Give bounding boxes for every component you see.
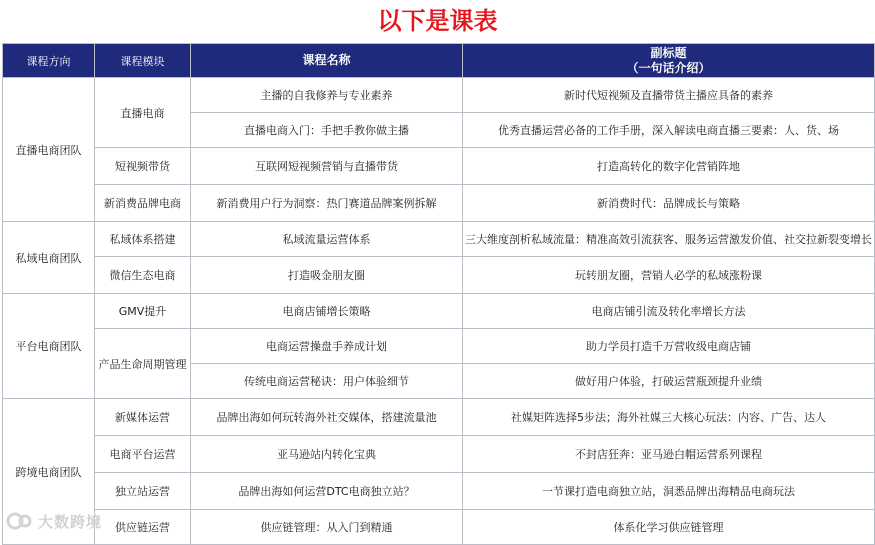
table-row bbox=[3, 399, 875, 436]
subtitle-cell: 打造高转化的数字化营销阵地 bbox=[463, 148, 875, 185]
module-cell: 私域体系搭建 bbox=[95, 222, 191, 257]
subtitle-cell: 不封店狂奔：亚马逊白帽运营系列课程 bbox=[463, 436, 875, 473]
table-row bbox=[3, 473, 875, 510]
subtitle-cell: 玩转朋友圈，营销人必学的私域涨粉课 bbox=[463, 257, 875, 294]
module-cell: 新消费品牌电商 bbox=[95, 185, 191, 222]
table-row bbox=[3, 510, 875, 545]
module-cell: 短视频带货 bbox=[95, 148, 191, 185]
subtitle-cell: 新时代短视频及直播带货主播应具备的素养 bbox=[463, 78, 875, 113]
course-name-cell: 主播的自我修养与专业素养 bbox=[191, 78, 463, 113]
course-name-cell: 私域流量运营体系 bbox=[191, 222, 463, 257]
table-row bbox=[3, 185, 875, 222]
module-cell: 产品生命周期管理 bbox=[95, 329, 191, 399]
subtitle-cell: 三大维度剖析私域流量：精准高效引流获客、服务运营激发价值、社交拉新裂变增长 bbox=[463, 222, 875, 257]
subtitle-cell: 优秀直播运营必备的工作手册，深入解读电商直播三要素：人、货、场 bbox=[463, 113, 875, 148]
header-module: 课程模块 bbox=[95, 44, 191, 78]
module-cell: 新媒体运营 bbox=[95, 399, 191, 436]
course-name-cell: 电商店铺增长策略 bbox=[191, 294, 463, 329]
header-subtitle bbox=[463, 44, 875, 78]
header-course-name: 课程名称 bbox=[191, 44, 463, 78]
table-row bbox=[3, 257, 875, 294]
course-name-cell: 传统电商运营秘诀：用户体验细节 bbox=[191, 364, 463, 399]
subtitle-cell: 做好用户体验，打破运营瓶颈提升业绩 bbox=[463, 364, 875, 399]
course-name-cell: 品牌出海如何玩转海外社交媒体，搭建流量池 bbox=[191, 399, 463, 436]
direction-cell: 跨境电商团队 bbox=[3, 399, 95, 545]
direction-cell: 直播电商团队 bbox=[3, 78, 95, 222]
subtitle-cell: 电商店铺引流及转化率增长方法 bbox=[463, 294, 875, 329]
subtitle-cell: 助力学员打造千万营收级电商店铺 bbox=[463, 329, 875, 364]
brand-logo-icon bbox=[6, 510, 32, 532]
module-cell: 直播电商 bbox=[95, 78, 191, 148]
subtitle-cell: 一节课打造电商独立站，洞悉品牌出海精品电商玩法 bbox=[463, 473, 875, 510]
direction-cell: 平台电商团队 bbox=[3, 294, 95, 399]
page-title: 以下是课表 bbox=[377, 7, 498, 35]
subtitle-cell: 社媒矩阵选择5步法；海外社媒三大核心玩法：内容、广告、达人 bbox=[463, 399, 875, 436]
header-direction: 课程方向 bbox=[3, 44, 95, 78]
module-cell: 供应链运营 bbox=[95, 510, 191, 545]
table-row bbox=[3, 294, 875, 329]
course-name-cell: 电商运营操盘手养成计划 bbox=[191, 329, 463, 364]
header-row bbox=[3, 44, 875, 78]
table-row bbox=[3, 222, 875, 257]
direction-cell: 私域电商团队 bbox=[3, 222, 95, 294]
table-row bbox=[3, 436, 875, 473]
course-name-cell: 品牌出海如何运营DTC电商独立站？ bbox=[191, 473, 463, 510]
course-name-cell: 新消费用户行为洞察：热门赛道品牌案例拆解 bbox=[191, 185, 463, 222]
course-name-cell: 互联网短视频营销与直播带货 bbox=[191, 148, 463, 185]
watermark bbox=[6, 508, 102, 534]
module-cell: 电商平台运营 bbox=[95, 436, 191, 473]
header-subtitle-line1: 副标题 bbox=[650, 45, 687, 60]
subtitle-cell: 体系化学习供应链管理 bbox=[463, 510, 875, 545]
course-table bbox=[2, 43, 875, 545]
course-name-cell: 供应链管理：从入门到精通 bbox=[191, 510, 463, 545]
course-name-cell: 打造吸金朋友圈 bbox=[191, 257, 463, 294]
course-name-cell: 亚马逊站内转化宝典 bbox=[191, 436, 463, 473]
module-cell: GMV提升 bbox=[95, 294, 191, 329]
watermark-text: 大数跨境 bbox=[38, 512, 103, 531]
module-cell: 微信生态电商 bbox=[95, 257, 191, 294]
table-row bbox=[3, 329, 875, 364]
table-row bbox=[3, 78, 875, 113]
header-subtitle-line2: （一句话介绍） bbox=[626, 60, 711, 75]
module-cell: 独立站运营 bbox=[95, 473, 191, 510]
subtitle-cell: 新消费时代：品牌成长与策略 bbox=[463, 185, 875, 222]
course-name-cell: 直播电商入门：手把手教你做主播 bbox=[191, 113, 463, 148]
table-row bbox=[3, 148, 875, 185]
